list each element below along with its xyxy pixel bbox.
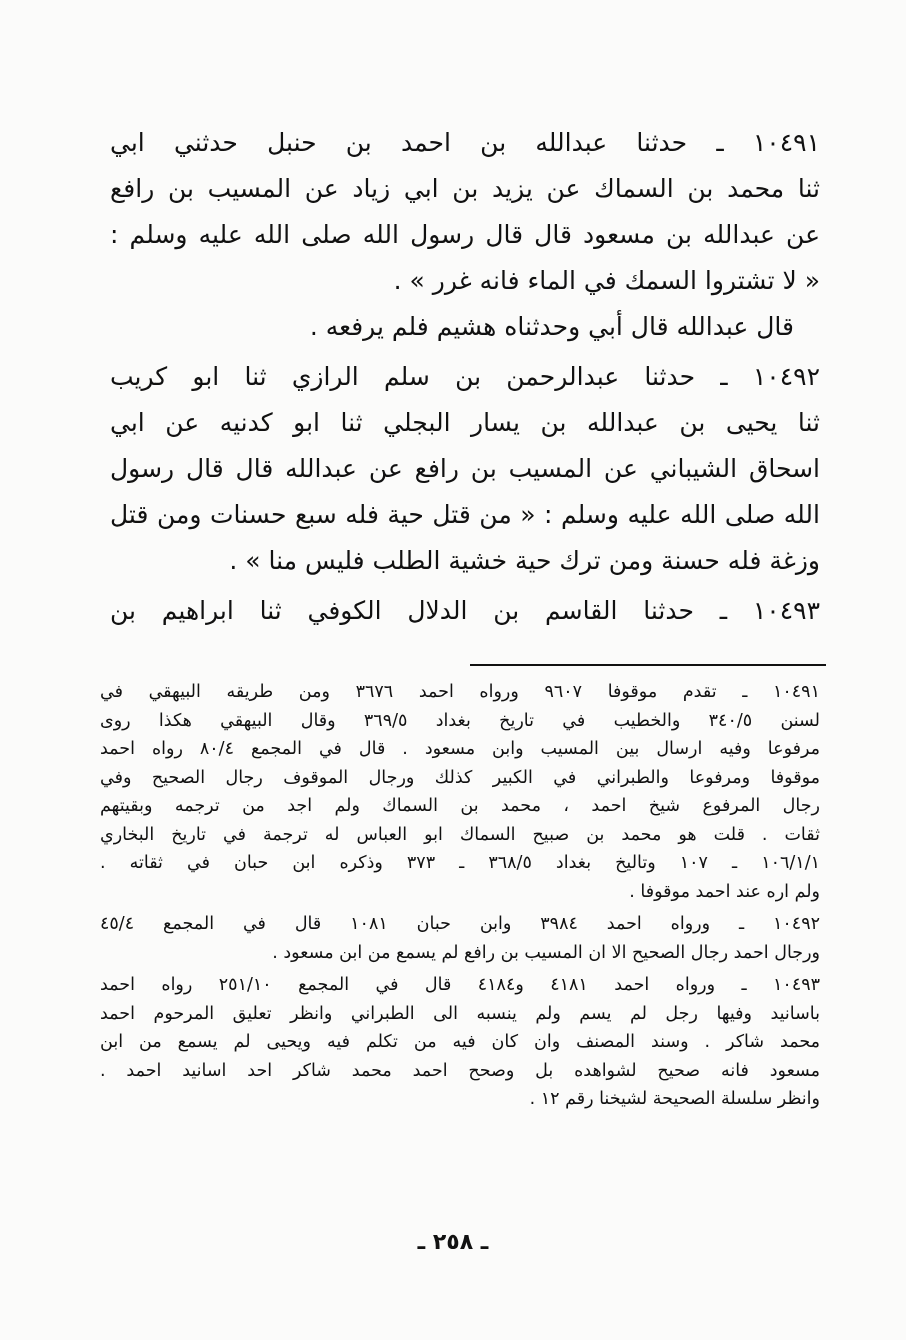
footnote-line: ١٠٤٩١ ـ تقدم موقوفا ٩٦٠٧ ورواه احمد ٣٦٧٦ ومن طريقه البيهقي في bbox=[100, 682, 820, 702]
footnote-10493 bbox=[100, 971, 820, 1114]
footnote-line: ١٠٤٩٢ ـ ورواه احمد ٣٩٨٤ وابن حبان ١٠٨١ قال في المجمع ٤٥/٤ bbox=[100, 914, 820, 934]
hadith-note: قال عبدالله قال أبي وحدثناه هشيم فلم يرفعه . bbox=[309, 312, 794, 341]
hadith-line: « لا تشتروا السمك في الماء فانه غرر » . bbox=[393, 266, 820, 295]
footnote-10491 bbox=[100, 678, 820, 906]
page-number: ـ ٢٥٨ ـ bbox=[417, 1230, 489, 1255]
hadith-10493 bbox=[110, 588, 820, 634]
footnote-line: ثقات . قلت هو محمد بن صبيح السماك ابو العباس له ترجمة في تاريخ البخاري bbox=[100, 824, 820, 845]
hadith-10492 bbox=[110, 354, 820, 584]
footnote-line: موقوفا ومرفوعا والطبراني في الكبير كذلك ورجال الموقوف رجال الصحيح وفي bbox=[100, 767, 820, 788]
hadith-line: وزغة فله حسنة ومن ترك حية خشية الطلب فليس منا » . bbox=[229, 546, 820, 575]
hadith-line: ثنا يحيى بن عبدالله بن يسار البجلي ثنا ابو كدنيه عن ابي bbox=[110, 408, 820, 437]
footnote-line: رجال المرفوع شيخ احمد ، محمد بن السماك ولم اجد من ترجمه وبقيتهم bbox=[100, 796, 820, 816]
footnote-line: ولم اره عند احمد موقوفا . bbox=[629, 881, 820, 902]
footnote-divider bbox=[470, 664, 826, 666]
footnote-line: ١٠٦/١/١ ـ ١٠٧ وتاليخ بغداد ٣٦٨/٥ ـ ٣٧٣ وذكره ابن حبان في ثقاته . bbox=[100, 853, 820, 873]
hadith-10491 bbox=[110, 120, 820, 350]
footnote-line: ورجال احمد رجال الصحيح الا ان المسيب بن رافع لم يسمع من ابن مسعود . bbox=[272, 942, 820, 963]
hadith-line: عن عبدالله بن مسعود قال قال رسول الله صلى الله عليه وسلم : bbox=[110, 220, 820, 249]
footnote-line: باسانيد وفيها رجل لم يسم ولم ينسبه الى الطبراني وانظر تعليق المرحوم احمد bbox=[100, 1003, 820, 1024]
footnote-10492 bbox=[100, 910, 820, 967]
footnote-line: مرفوعا وفيه ارسال بين المسيب وابن مسعود . قال في المجمع ٨٠/٤ رواه احمد bbox=[100, 739, 821, 759]
main-text bbox=[110, 120, 820, 638]
footnote-line: محمد شاكر . وسند المصنف وان كان فيه من تكلم فيه ويحيى لم يسمع من ابن bbox=[100, 1032, 820, 1052]
footnote-line: لسنن ٣٤٠/٥ والخطيب في تاريخ بغداد ٣٦٩/٥ وقال البيهقي هكذا روى bbox=[100, 710, 820, 731]
footnote-line: وانظر سلسلة الصحيحة لشيخنا رقم ١٢ . bbox=[529, 1089, 820, 1109]
hadith-line: الله صلى الله عليه وسلم : « من قتل حية فله سبع حسنات ومن قتل bbox=[110, 500, 820, 529]
hadith-line: ١٠٤٩١ ـ حدثنا عبدالله بن احمد بن حنبل حدثني ابي bbox=[110, 128, 820, 157]
hadith-line: ثنا محمد بن السماك عن يزيد بن ابي زياد عن المسيب بن رافع bbox=[110, 174, 820, 203]
hadith-line: ١٠٤٩٣ ـ حدثنا القاسم بن الدلال الكوفي ثنا ابراهيم بن bbox=[110, 596, 820, 625]
footnote-line: مسعود فانه صحيح لشواهده بل وصحح احمد محمد شاكر احد اسانيد احمد . bbox=[100, 1060, 820, 1081]
footnotes bbox=[100, 678, 820, 1118]
hadith-line: اسحاق الشيباني عن المسيب بن رافع عن عبدالله قال قال رسول bbox=[110, 454, 820, 483]
hadith-line: ١٠٤٩٢ ـ حدثنا عبدالرحمن بن سلم الرازي ثنا ابو كريب bbox=[110, 362, 820, 391]
footnote-line: ١٠٤٩٣ ـ ورواه احمد ٤١٨١ و٤١٨٤ قال في المجمع ٢٥١/١٠ رواه احمد bbox=[100, 975, 821, 995]
